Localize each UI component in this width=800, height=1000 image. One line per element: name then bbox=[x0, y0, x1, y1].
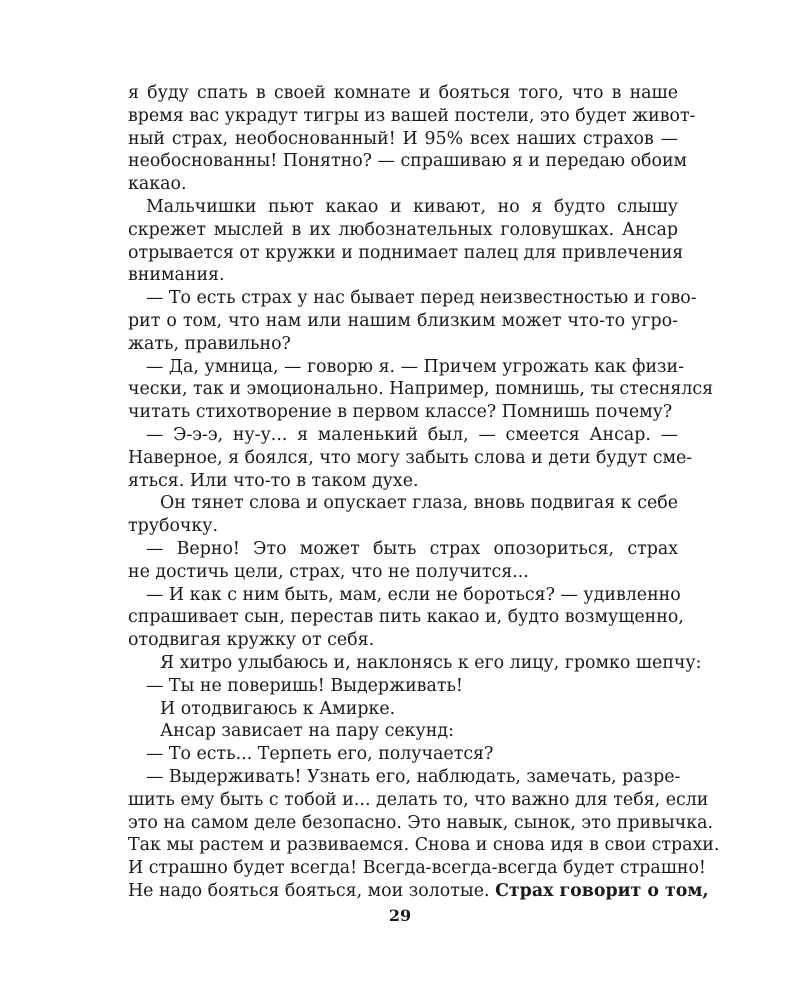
text-line: это на самом деле безопасно. Это навык, сынок, это привычка. bbox=[128, 812, 713, 833]
text-line: Он тянет слова и опускает глаза, вновь подвигая к себе bbox=[160, 493, 678, 514]
text-line: я буду спать в своей комнате и бояться того, что в наше bbox=[128, 83, 678, 103]
text-line: скрежет мыслей в их любознательных головушках. Ансар bbox=[128, 219, 678, 240]
text-line: И отодвигаюсь к Амирке. bbox=[160, 698, 396, 719]
text-line: Так мы растем и развиваемся. Снова и снова идя в свои страхи. bbox=[128, 835, 720, 856]
text-line: какао. bbox=[128, 174, 187, 195]
text-line: — Да, умница, — говорю я. — Причем угрожать как физи- bbox=[146, 356, 684, 377]
text-line: время вас украдут тигры из вашей постели, это будет живот- bbox=[128, 105, 696, 126]
text-line: не достичь цели, страх, что не получится... bbox=[128, 561, 529, 582]
text-line: шить ему быть с тобой и... делать то, что важно для тебя, если bbox=[128, 789, 709, 810]
text-line: чески, так и эмоционально. Например, помнишь, ты стеснялся bbox=[128, 379, 714, 400]
text-line: И страшно будет всегда! Всегда-всегда-всегда будет страшно! bbox=[128, 858, 706, 879]
text-line: отодвигая кружку от себя. bbox=[128, 630, 375, 651]
text-line: внимания. bbox=[128, 265, 225, 286]
text-line: яться. Или что-то в таком духе. bbox=[128, 470, 419, 491]
text-line: спрашивает сын, перестав пить какао и, будто возмущенно, bbox=[128, 607, 684, 628]
text-line: Мальчишки пьют какао и кивают, но я будто слышу bbox=[146, 196, 678, 217]
text-line: рит о том, что нам или нашим близким может что-то угро- bbox=[128, 310, 678, 331]
text-line-final bbox=[128, 880, 709, 903]
text-line: отрывается от кружки и поднимает палец для привлечения bbox=[128, 242, 684, 263]
text-line: читать стихотворение в первом классе? Помнишь почему? bbox=[128, 402, 673, 423]
text-line: ный страх, необоснованный! И 95% всех наших страхов — bbox=[128, 128, 678, 149]
text-line: необоснованны! Понятно? — спрашиваю я и передаю обоим bbox=[128, 151, 688, 172]
text-line: — Верно! Это может быть страх опозориться, страх bbox=[146, 538, 678, 559]
body-text bbox=[128, 82, 720, 903]
text-line: — Э-э-э, ну-у... я маленький был, — смеется Ансар. — bbox=[146, 424, 678, 445]
text-line: Наверное, я боялся, что могу забыть слова и дети будут сме- bbox=[128, 447, 693, 468]
text-segment: Не надо бояться бояться, мои золотые. bbox=[128, 880, 490, 901]
text-line: — И как с ним быть, мам, если не бороться? — удивленно bbox=[146, 584, 681, 605]
text-line: — То есть... Терпеть его, получается? bbox=[146, 744, 494, 765]
text-line: жать, правильно? bbox=[128, 333, 291, 354]
bold-text-segment: Страх говорит о том, bbox=[495, 880, 709, 901]
text-line: Я хитро улыбаюсь и, наклонясь к его лицу, громко шепчу: bbox=[160, 652, 702, 673]
text-line: — Ты не поверишь! Выдерживать! bbox=[146, 675, 463, 696]
text-line: Ансар зависает на пару секунд: bbox=[160, 721, 454, 742]
text-line: трубочку. bbox=[128, 516, 219, 537]
page-number: 29 bbox=[388, 906, 412, 925]
text-line: — Выдерживать! Узнать его, наблюдать, замечать, разре- bbox=[146, 766, 681, 787]
text-line: — То есть страх у нас бывает перед неизвестностью и гово- bbox=[146, 288, 697, 309]
